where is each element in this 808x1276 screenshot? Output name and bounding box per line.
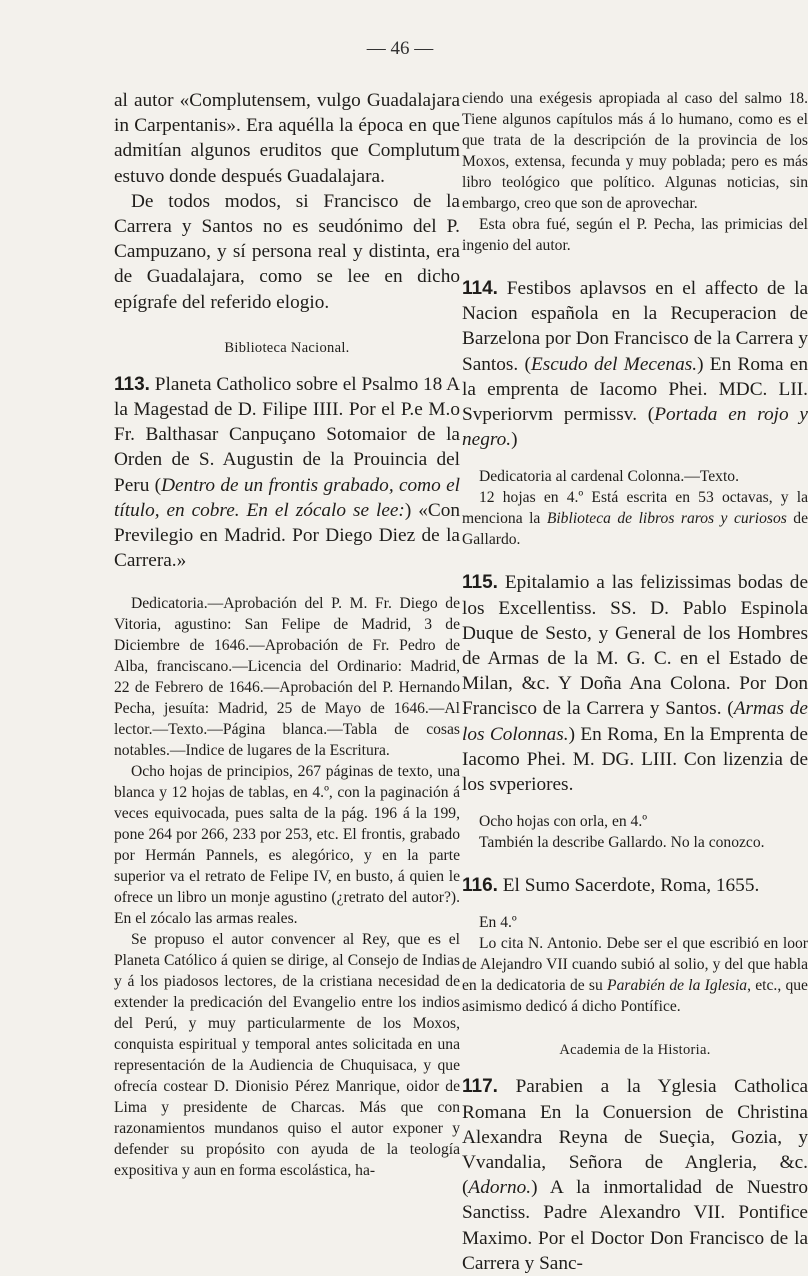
entry-115-number: 115. bbox=[462, 572, 498, 594]
entry-116-number: 116. bbox=[462, 875, 498, 897]
entry-115-note-2: También la describe Gallardo. No la conozco. bbox=[479, 834, 765, 852]
entry-117-title: 117. Parabien a la Yglesia Catholica Romana En la Conuersion de Christina Alexandra Reyna de Sueçia, Gozia, y Vvandalia, Señora de Angleria, &c. (Adorno.) A la inmortalidad de Nuestro Sanctiss. Padre Alexandro VII. Pontifice Maximo. Por el Doctor Don Francisco de la Carrera y Sanc- bbox=[462, 1076, 808, 1274]
commentary-continued: ciendo una exégesis apropiada al caso del salmo 18. Tiene algunos capítulos más á lo humano, como es el que trata de la descripción de la provincia de los Moxos, extensa, fecunda y muy poblada; pero es más libro teológico que político. Algunas noticias, sin embargo, creo que son de aprovechar. bbox=[462, 90, 808, 212]
academy-heading: Academia de la Historia. bbox=[559, 1042, 711, 1059]
entry-113-number: 113. bbox=[114, 373, 150, 395]
entry-116-title: 116. El Sumo Sacerdote, Roma, 1655. bbox=[462, 875, 760, 897]
entry-113-description: Dedicatoria.—Aprobación del P. M. Fr. Diego de Vitoria, agustino: San Felipe de Madrid, 3 de Diciembre de 1646.—Aprobación de Fr. Pedro de Alba, franciscano.—Licencia del Ordinario: Madrid, 22 de Febrero de 1646.—Aprobación del P. Hernando Pecha, jesuíta: Madrid, 25 de Mayo de 1646.—Al lector.—Texto.—Página blanca.—Tabla de cosas notables.—Indice de lugares de la Escritura. bbox=[114, 595, 460, 760]
entry-113-title: 113. Planeta Catholico sobre el Psalmo 18 A la Magestad de D. Filipe IIII. Por el P.e M.o Fr. Balthasar Canpuçano Sotomaior de la Orden de S. Augustin de la Prouincia del Peru (Dentro de un frontis grabado, como el título, en cobre. En el zócalo se lee:) «Con Previlegio en Madrid. Por Diego Diez de la Carrera.» bbox=[114, 373, 461, 572]
entry-116-note-2: Lo cita N. Antonio. Debe ser el que escribió en loor de Alejandro VII cuando subió al solio, y del que habla en la dedicatoria de su Parabién de la Iglesia, etc., que asimismo dedicó á dicho Pontífice. bbox=[462, 935, 808, 1016]
library-heading: Biblioteca Nacional. bbox=[224, 339, 350, 356]
page-number: — 46 — bbox=[366, 38, 434, 59]
left-column bbox=[114, 88, 460, 1181]
entry-114-title: 114. Festibos aplavsos en el affecto de la Nacion española en la Recuperacion de Barzelona por Don Francisco de la Carrera y Santos. (Escudo del Mecenas.) En Roma en la emprenta de Iacomo Phei. MDC. LII. Svperiorvm permissv. (Portada en rojo y negro.) bbox=[462, 278, 808, 451]
right-column bbox=[462, 88, 808, 1276]
commentary-note: Esta obra fué, según el P. Pecha, las primicias del ingenio del autor. bbox=[462, 216, 808, 254]
entry-113-physical: Ocho hojas de principios, 267 páginas de texto, una blanca y 12 hojas de tablas, en 4.º, con la paginación á veces equivocada, pues salta de la pág. 196 á la 199, pone 264 por 266, 233 por 253, etc. El frontis, grabado por Hermán Pannels, es alegórico, y en la parte superior va el retrato de Felipe IV, en busto, á quien le ofrece un libro un monje agustino (¿retrato del autor?). En el zócalo las armas reales. bbox=[114, 763, 460, 928]
entry-114-number: 114. bbox=[462, 278, 498, 299]
entry-116-note-1: En 4.º bbox=[479, 914, 517, 932]
entry-117-number: 117. bbox=[462, 1076, 498, 1098]
entry-115-note-1: Ocho hojas con orla, en 4.º bbox=[479, 813, 648, 831]
entry-114-note-2: 12 hojas en 4.º Está escrita en 53 octavas, y la menciona la Biblioteca de libros raros y curiosos de Gallardo. bbox=[462, 489, 808, 549]
entry-115-title: 115. Epitalamio a las felizissimas bodas de los Excellentiss. SS. D. Pablo Espinola Duque de Sesto, y General de los Hombres de Armas de la M. G. C. en el Estado de Milan, &c. Y Doña Ana Colona. Por Don Francisco de la Carrera y Santos. (Armas de los Colonnas.) En Roma, En la Emprenta de Iacomo Phei. M. DG. LIII. Con lizenzia de los svperiores. bbox=[462, 572, 808, 796]
entry-114-note-1: Dedicatoria al cardenal Colonna.—Texto. bbox=[479, 468, 739, 486]
entry-113-commentary: Se propuso el autor convencer al Rey, que es el Planeta Católico á quien se dirige, al Consejo de Indias y á los piadosos lectores, de la cristiana necesidad de extender la predicación del Evangelio entre los indios del Perú, y muy particularmente de los Moxos, conquista espiritual y temporal antes solicitada en una representación de la Audiencia de Chuquisaca, y que ofrecía costear D. Dionisio Pérez Manrique, oidor de Lima y presidente de Charcas. Más que con razonamientos mundanos quiso el autor exponer y defender su propósito con ayuda de la teología expositiva y aun en forma escolástica, ha- bbox=[114, 931, 460, 1180]
intro-paragraph-2: De todos modos, si Francisco de la Carrera y Santos no es seudónimo del P. Campuzano, y sí persona real y distinta, era de Guadalajara, como se lee en dicho epígrafe del referido elogio. bbox=[114, 190, 460, 313]
intro-paragraph-1: al autor «Complutensem, vulgo Guadalajara in Carpentanis». Era aquélla la época en que admitían algunos eruditos que Complutum estuvo donde después Guadalajara. bbox=[114, 90, 460, 187]
